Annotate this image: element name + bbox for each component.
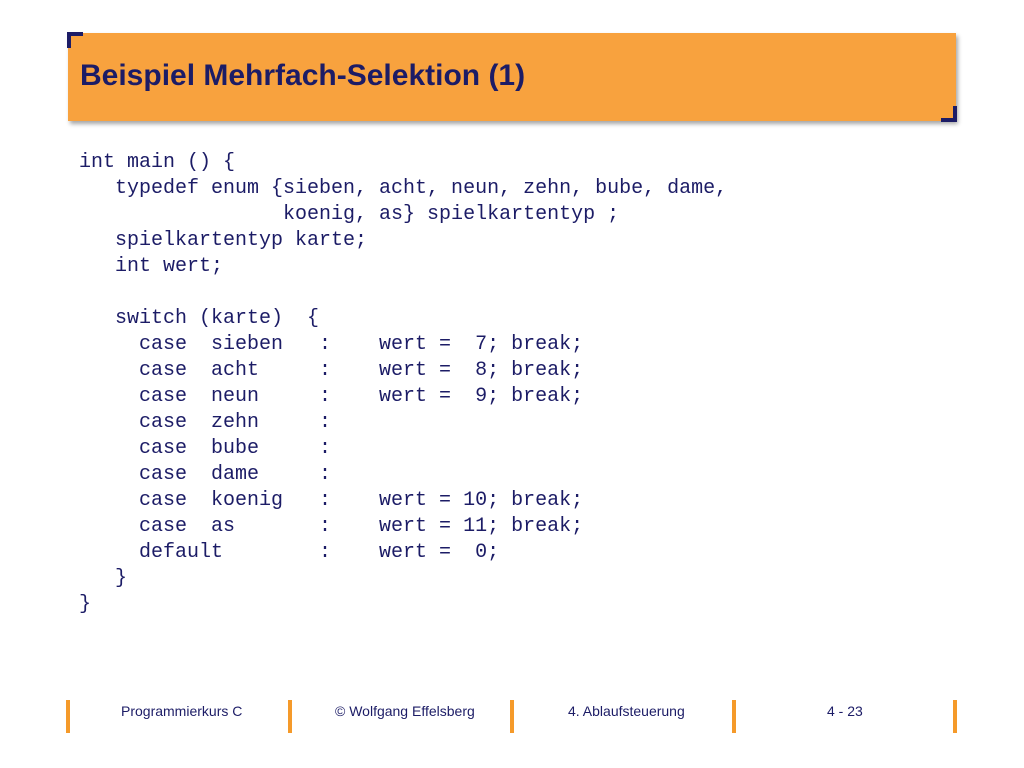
code-line: koenig, as} spielkartentyp ; (79, 203, 620, 226)
code-line: default : wert = 0; (79, 541, 500, 564)
code-line: switch (karte) { (79, 307, 320, 330)
footer-divider (510, 700, 514, 733)
code-line: int wert; (79, 255, 224, 278)
corner-bracket-top-left (67, 32, 83, 48)
footer-course: Programmierkurs C (121, 703, 243, 719)
code-line: case dame : (79, 463, 332, 486)
code-line: typedef enum {sieben, acht, neun, zehn, bube, dame, (79, 177, 728, 200)
footer (0, 700, 1024, 736)
slide-title: Beispiel Mehrfach-Selektion (1) (80, 59, 526, 92)
code-line: case acht : wert = 8; break; (79, 359, 584, 382)
code-line: } (79, 567, 128, 590)
code-line: case zehn : (79, 411, 332, 434)
title-bar (68, 33, 956, 121)
footer-divider (66, 700, 70, 733)
footer-divider (288, 700, 292, 733)
code-line: case koenig : wert = 10; break; (79, 489, 584, 512)
code-line: case as : wert = 11; break; (79, 515, 584, 538)
footer-divider (953, 700, 957, 733)
code-line: case bube : (79, 437, 332, 460)
code-line: case sieben : wert = 7; break; (79, 333, 584, 356)
code-block (79, 150, 979, 618)
code-line (79, 280, 979, 306)
code-line: } (79, 593, 92, 616)
footer-author: © Wolfgang Effelsberg (335, 703, 475, 719)
code-line: int main () { (79, 151, 236, 174)
corner-bracket-bottom-right (941, 106, 957, 122)
footer-divider (732, 700, 736, 733)
footer-chapter: 4. Ablaufsteuerung (568, 703, 685, 719)
code-line: spielkartentyp karte; (79, 229, 368, 252)
code-line: case neun : wert = 9; break; (79, 385, 584, 408)
footer-page-number: 4 - 23 (827, 703, 863, 719)
